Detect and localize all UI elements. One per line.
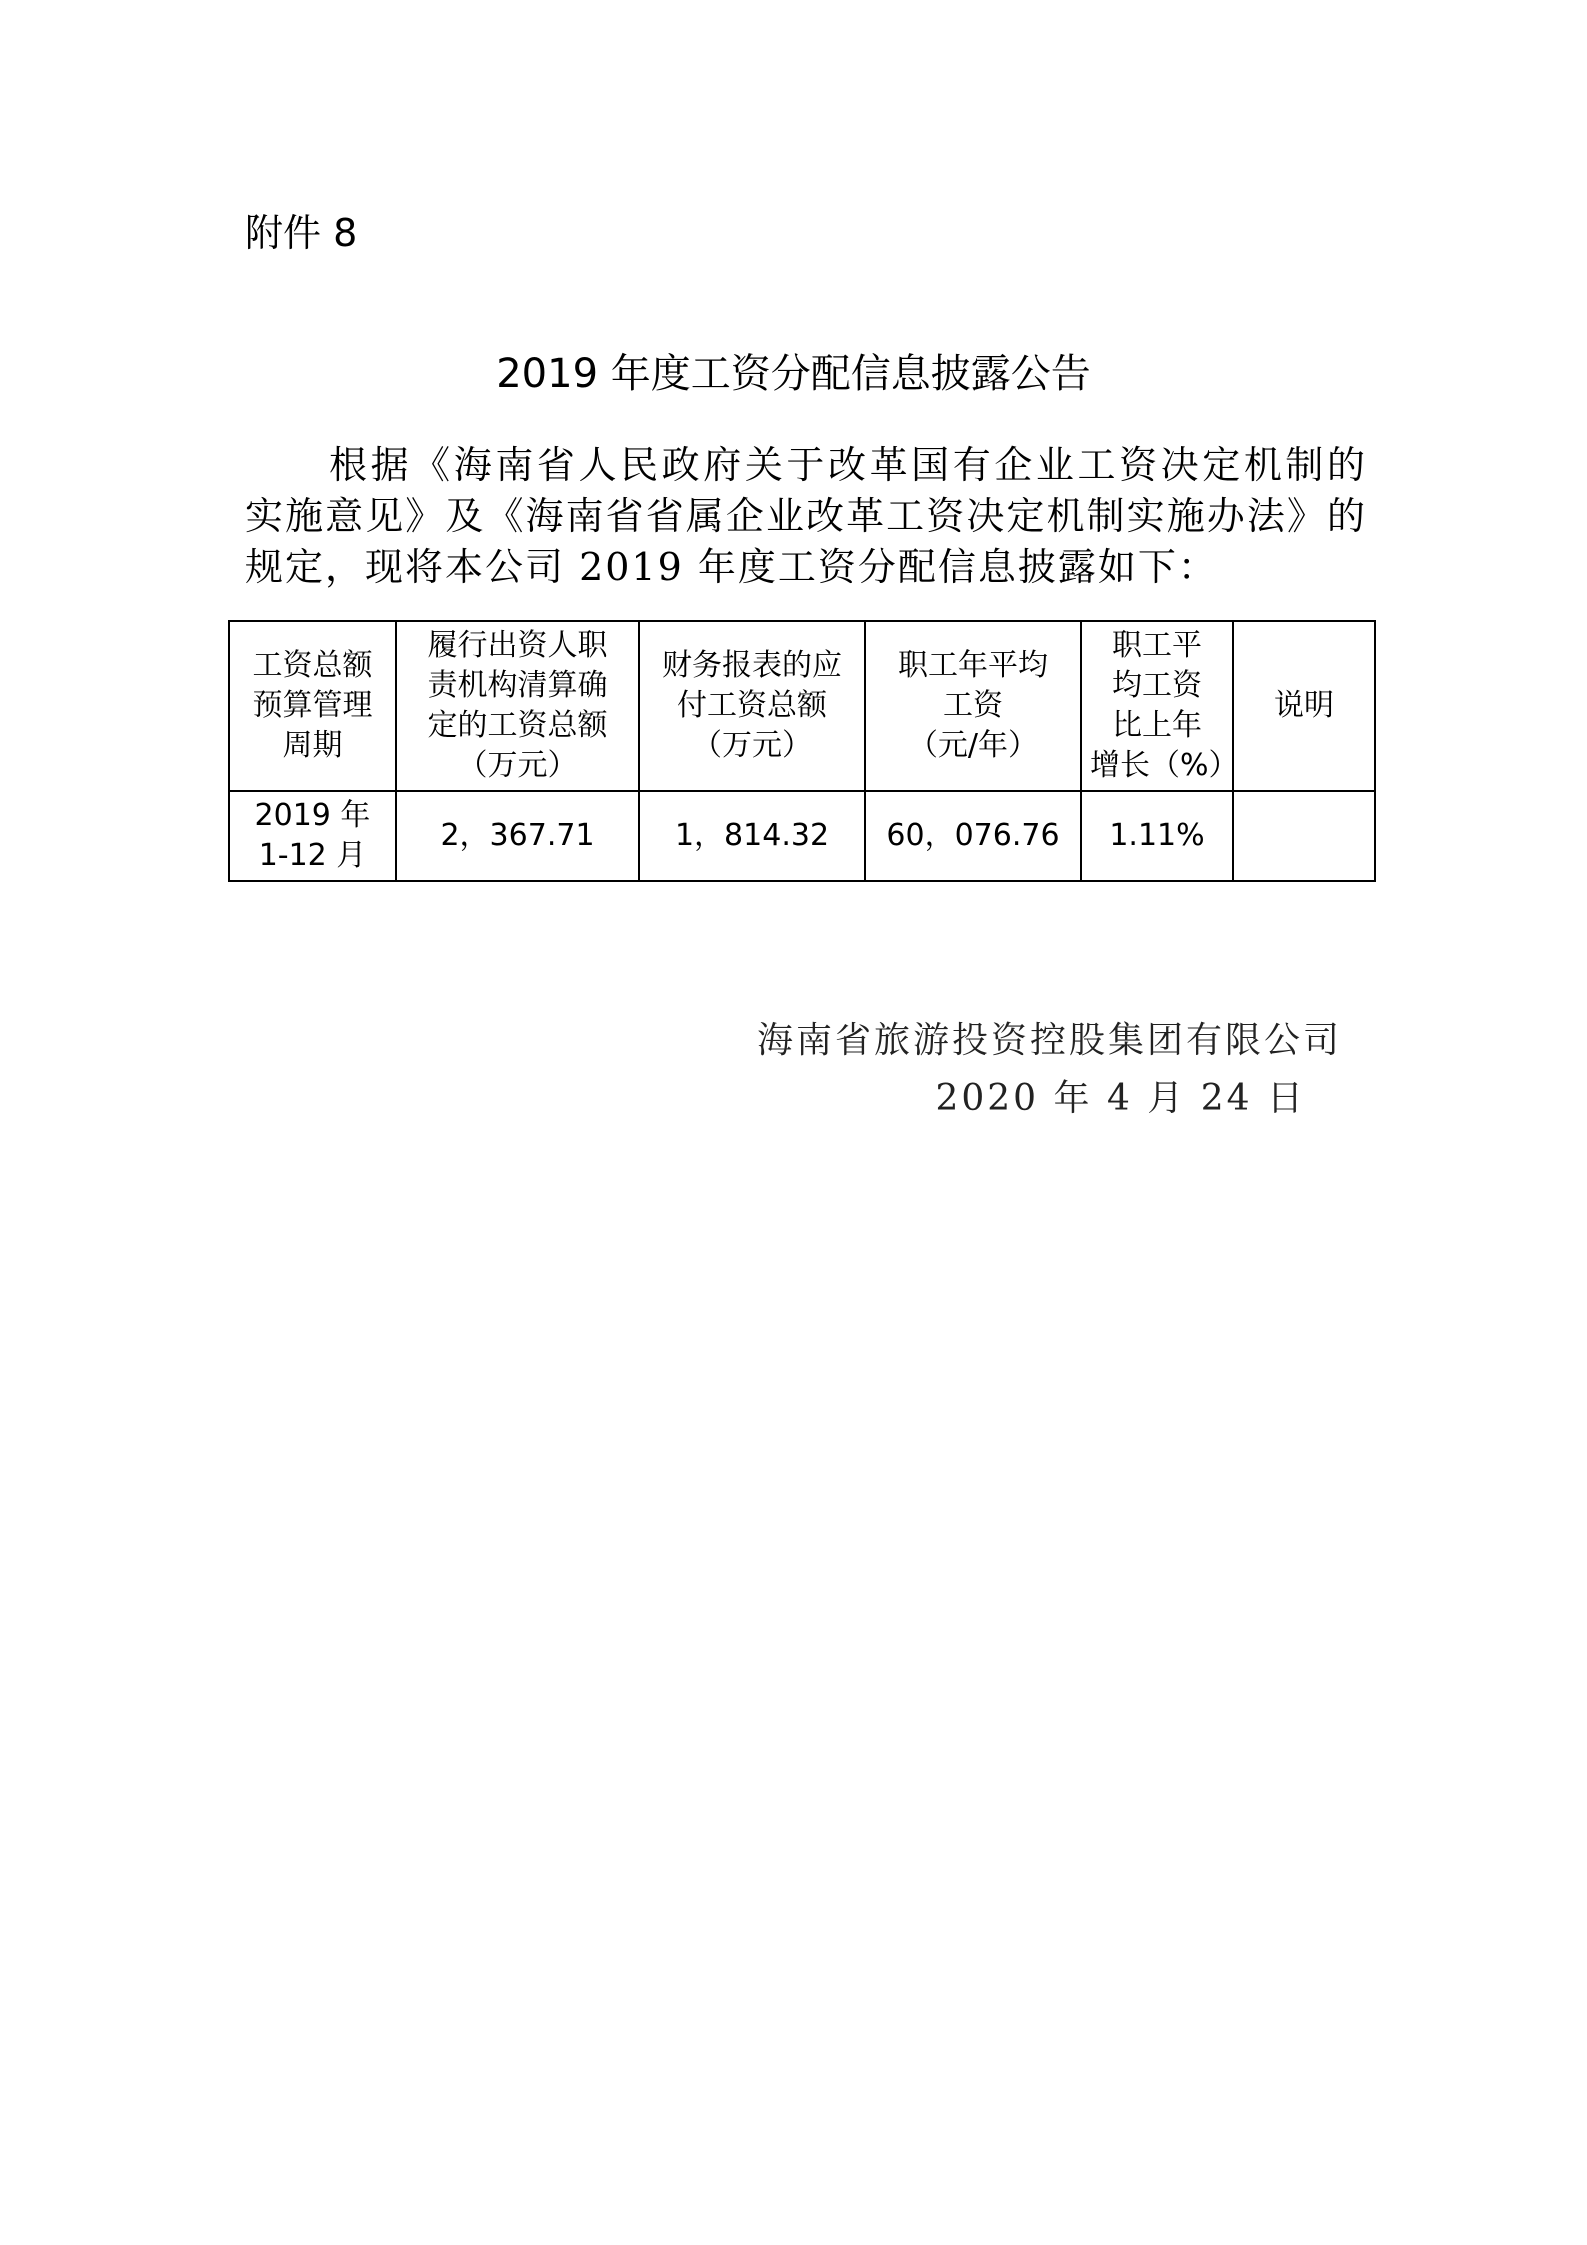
- header-growth: [1081, 621, 1239, 791]
- header-average-wage: [865, 621, 1081, 791]
- table-row: [229, 791, 1375, 881]
- signature-company: 海南省旅游投资控股集团有限公司: [756, 1020, 1342, 1061]
- cell-period-value: 2019 年 1-12 月: [254, 798, 371, 873]
- header-period: [229, 621, 396, 791]
- header-growth-label: 职工平 均工资 比上年 增长（%）: [1090, 628, 1239, 783]
- cell-average-wage: 60，076.76: [865, 791, 1081, 881]
- header-payable-total: [639, 621, 865, 791]
- cell-approved-total: 2，367.71: [396, 791, 639, 881]
- header-payable-total-label: 财务报表的应 付工资总额 （万元）: [662, 648, 842, 763]
- cell-period: [229, 791, 396, 881]
- intro-paragraph: 根据《海南省人民政府关于改革国有企业工资决定机制的实施意见》及《海南省省属企业改革工资决定机制实施办法》的规定，现将本公司 2019 年度工资分配信息披露如下：: [245, 443, 1367, 589]
- header-note-label: 说明: [1274, 688, 1334, 723]
- attachment-label: 附件 8: [245, 211, 358, 255]
- signature-block: [757, 1012, 1342, 1128]
- header-period-label: 工资总额 预算管理 周期: [252, 648, 373, 763]
- table-header-row: [229, 621, 1375, 791]
- cell-growth: 1.11%: [1081, 791, 1233, 881]
- cell-payable-total: 1，814.32: [639, 791, 865, 881]
- header-note: [1233, 621, 1375, 791]
- cell-note: [1233, 791, 1375, 881]
- header-approved-total-label: 履行出资人职 责机构清算确 定的工资总额 （万元）: [427, 628, 608, 783]
- signature-date: 2020 年 4 月 24 日: [935, 1078, 1306, 1119]
- header-approved-total: [396, 621, 639, 791]
- wage-disclosure-table: [228, 620, 1376, 882]
- header-average-wage-label: 职工年平均 工资 （元/年）: [898, 648, 1048, 763]
- document-title: 2019 年度工资分配信息披露公告: [496, 351, 1091, 397]
